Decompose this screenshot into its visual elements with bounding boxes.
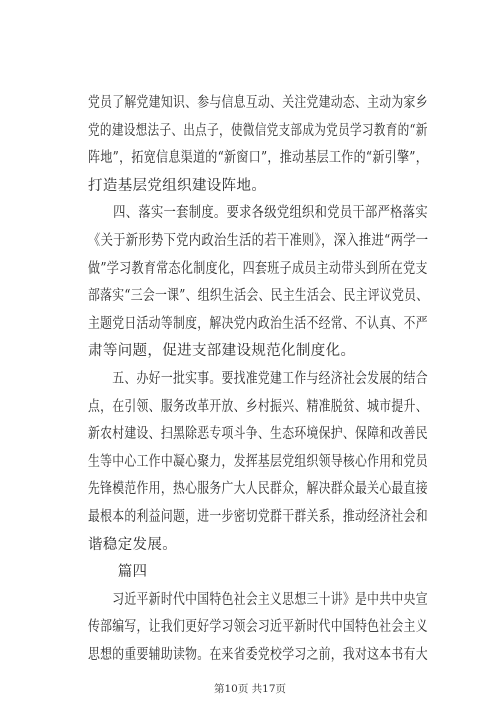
text-line: 肃等问题，促进支部建设规范化制度化。 — [88, 343, 356, 360]
text-line: 点，在引领、服务改革开放、乡村振兴、精准脱贫、城市提升、 — [88, 398, 428, 415]
section-heading: 篇四 — [88, 564, 148, 581]
text-line: 先锋模范作用，热心服务广大人民群众，解决群众最关心最直接 — [88, 481, 428, 498]
text-line: 最根本的利益问题，进一步密切党群干群关系，推动经济社会和 — [88, 508, 428, 525]
text-line: 思想的重要辅助读物。在来省委党校学习之前，我对这本书有大 — [88, 646, 428, 663]
text-line: 主题党日活动等制度，解决党内政治生活不经常、不认真、不严 — [88, 315, 428, 332]
text-line: 生等中心工作中凝心聚力，发挥基层党组织领导核心作用和党员 — [88, 453, 428, 470]
text-line: 新农村建设、扫黑除恶专项斗争、生态环境保护、保障和改善民 — [88, 426, 428, 443]
text-line: 谐稳定发展。 — [88, 536, 178, 553]
text-line: 打造基层党组织建设阵地。 — [88, 177, 267, 194]
text-line: 党员了解党建知识、参与信息互动、关注党建动态、主动为家乡 — [88, 95, 428, 111]
document-body — [88, 90, 428, 669]
text-line: 四、落实一套制度。要求各级党组织和党员干部严格落实 — [88, 205, 428, 222]
text-line: 习近平新时代中国特色社会主义思想三十讲》是中共中央宣 — [88, 591, 428, 608]
text-line: 部落实“三会一课”、组织生活会、民主生活会、民主评议党员、 — [88, 288, 429, 305]
text-line: 传部编写，让我们更好学习领会习近平新时代中国特色社会主义 — [88, 619, 428, 636]
page-footer: 第10页 共17页 — [213, 683, 287, 695]
text-line: 《关于新形势下党内政治生活的若干准则》，深入推进“两学一 — [88, 232, 429, 249]
text-line: 党的建设想法子、出点子，使微信党支部成为党员学习教育的“新 — [88, 122, 428, 139]
text-line: 做”学习教育常态化制度化，四套班子成员主动带头到所在党支 — [88, 260, 428, 277]
text-line: 阵地”，拓宽信息渠道的“新窗口”，推动基层工作的“新引擎”， — [88, 150, 429, 167]
text-line: 五、办好一批实事。要找准党建工作与经济社会发展的结合 — [88, 370, 428, 387]
